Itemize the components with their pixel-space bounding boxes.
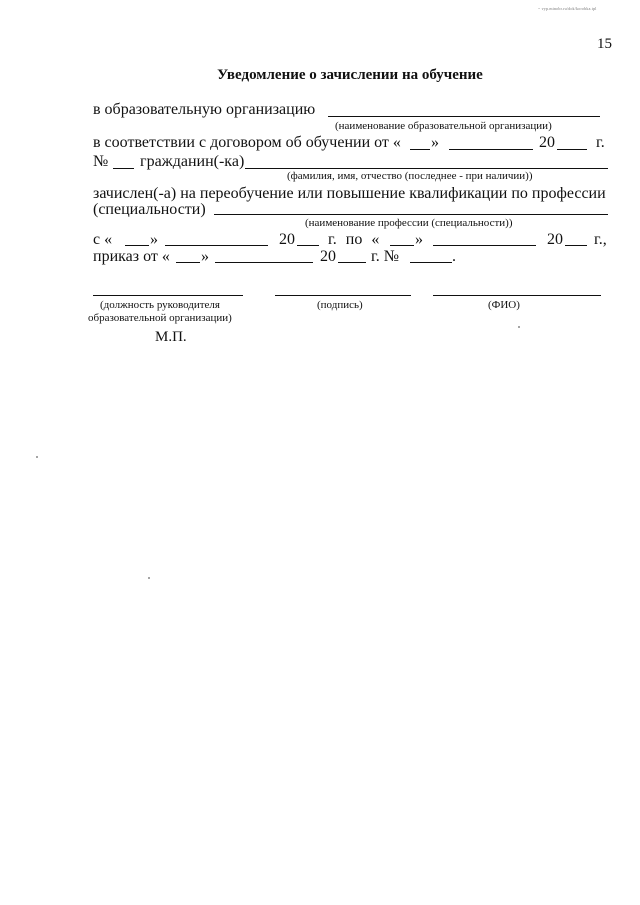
order-year-blank[interactable] [338, 262, 366, 263]
profession-blank[interactable] [214, 214, 608, 215]
order-year: 20 [320, 248, 336, 265]
period-start-day-blank[interactable] [125, 245, 149, 246]
full-name-signature-line[interactable] [433, 295, 601, 296]
contract-year-suffix: г. [596, 134, 605, 151]
contract-number-blank[interactable] [113, 168, 134, 169]
order-quote-close: » [201, 248, 209, 265]
period-end-year-blank[interactable] [565, 245, 587, 246]
period-g-end: г., [594, 231, 607, 248]
scan-speck [148, 577, 150, 579]
page-number: 15 [597, 36, 612, 52]
period-quote-close-2: » [415, 231, 423, 248]
document-title: Уведомление о зачислении на обучение [217, 67, 483, 83]
period-end-month-blank[interactable] [433, 245, 536, 246]
org-label: в образовательную организацию [93, 101, 316, 118]
order-number-blank[interactable] [410, 262, 452, 263]
contract-day-blank[interactable] [410, 149, 430, 150]
profession-caption: (наименование профессии (специальности)) [305, 217, 513, 229]
header-mark: ~ vyp.minobr.ru/dok/korobka.tpl [538, 6, 597, 11]
order-end: . [452, 248, 456, 265]
signature-line[interactable] [275, 295, 411, 296]
position-caption-line-1: (должность руководителя [100, 299, 220, 311]
order-day-blank[interactable] [176, 262, 200, 263]
enrolled-line-2: (специальности) [93, 201, 206, 218]
period-end-day-blank[interactable] [390, 245, 414, 246]
period-from: с « [93, 231, 113, 248]
period-year-2: 20 [547, 231, 563, 248]
citizen-name-blank[interactable] [245, 168, 608, 169]
scan-speck [518, 326, 520, 328]
citizen-label: гражданин(-ка) [140, 153, 245, 170]
period-start-year-blank[interactable] [297, 245, 319, 246]
order-month-blank[interactable] [215, 262, 313, 263]
org-blank[interactable] [328, 116, 600, 117]
signature-caption: (подпись) [317, 299, 363, 311]
order-g-no: г. № [371, 248, 400, 265]
period-start-month-blank[interactable] [165, 245, 268, 246]
contract-year: 20 [539, 134, 555, 151]
org-caption: (наименование образовательной организации) [335, 120, 552, 132]
position-caption-line-2: образовательной организации) [88, 312, 232, 324]
period-quote-close: » [150, 231, 158, 248]
number-sign: № [93, 153, 109, 170]
period-g-po: г. по « [328, 231, 380, 248]
period-year-1: 20 [279, 231, 295, 248]
scan-speck [36, 456, 38, 458]
contract-month-blank[interactable] [449, 149, 533, 150]
contract-year-blank[interactable] [557, 149, 587, 150]
order-label: приказ от « [93, 248, 170, 265]
contract-quote-close: » [431, 134, 439, 151]
contract-label: в соответствии с договором об обучении от « [93, 134, 401, 151]
stamp-label: М.П. [155, 329, 187, 345]
enrolled-line-1: зачислен(-а) на переобучение или повышение квалификации по профессии [93, 185, 606, 202]
full-name-caption: (ФИО) [488, 299, 520, 311]
position-signature-line[interactable] [93, 295, 243, 296]
citizen-caption: (фамилия, имя, отчество (последнее - при наличии)) [287, 170, 533, 182]
